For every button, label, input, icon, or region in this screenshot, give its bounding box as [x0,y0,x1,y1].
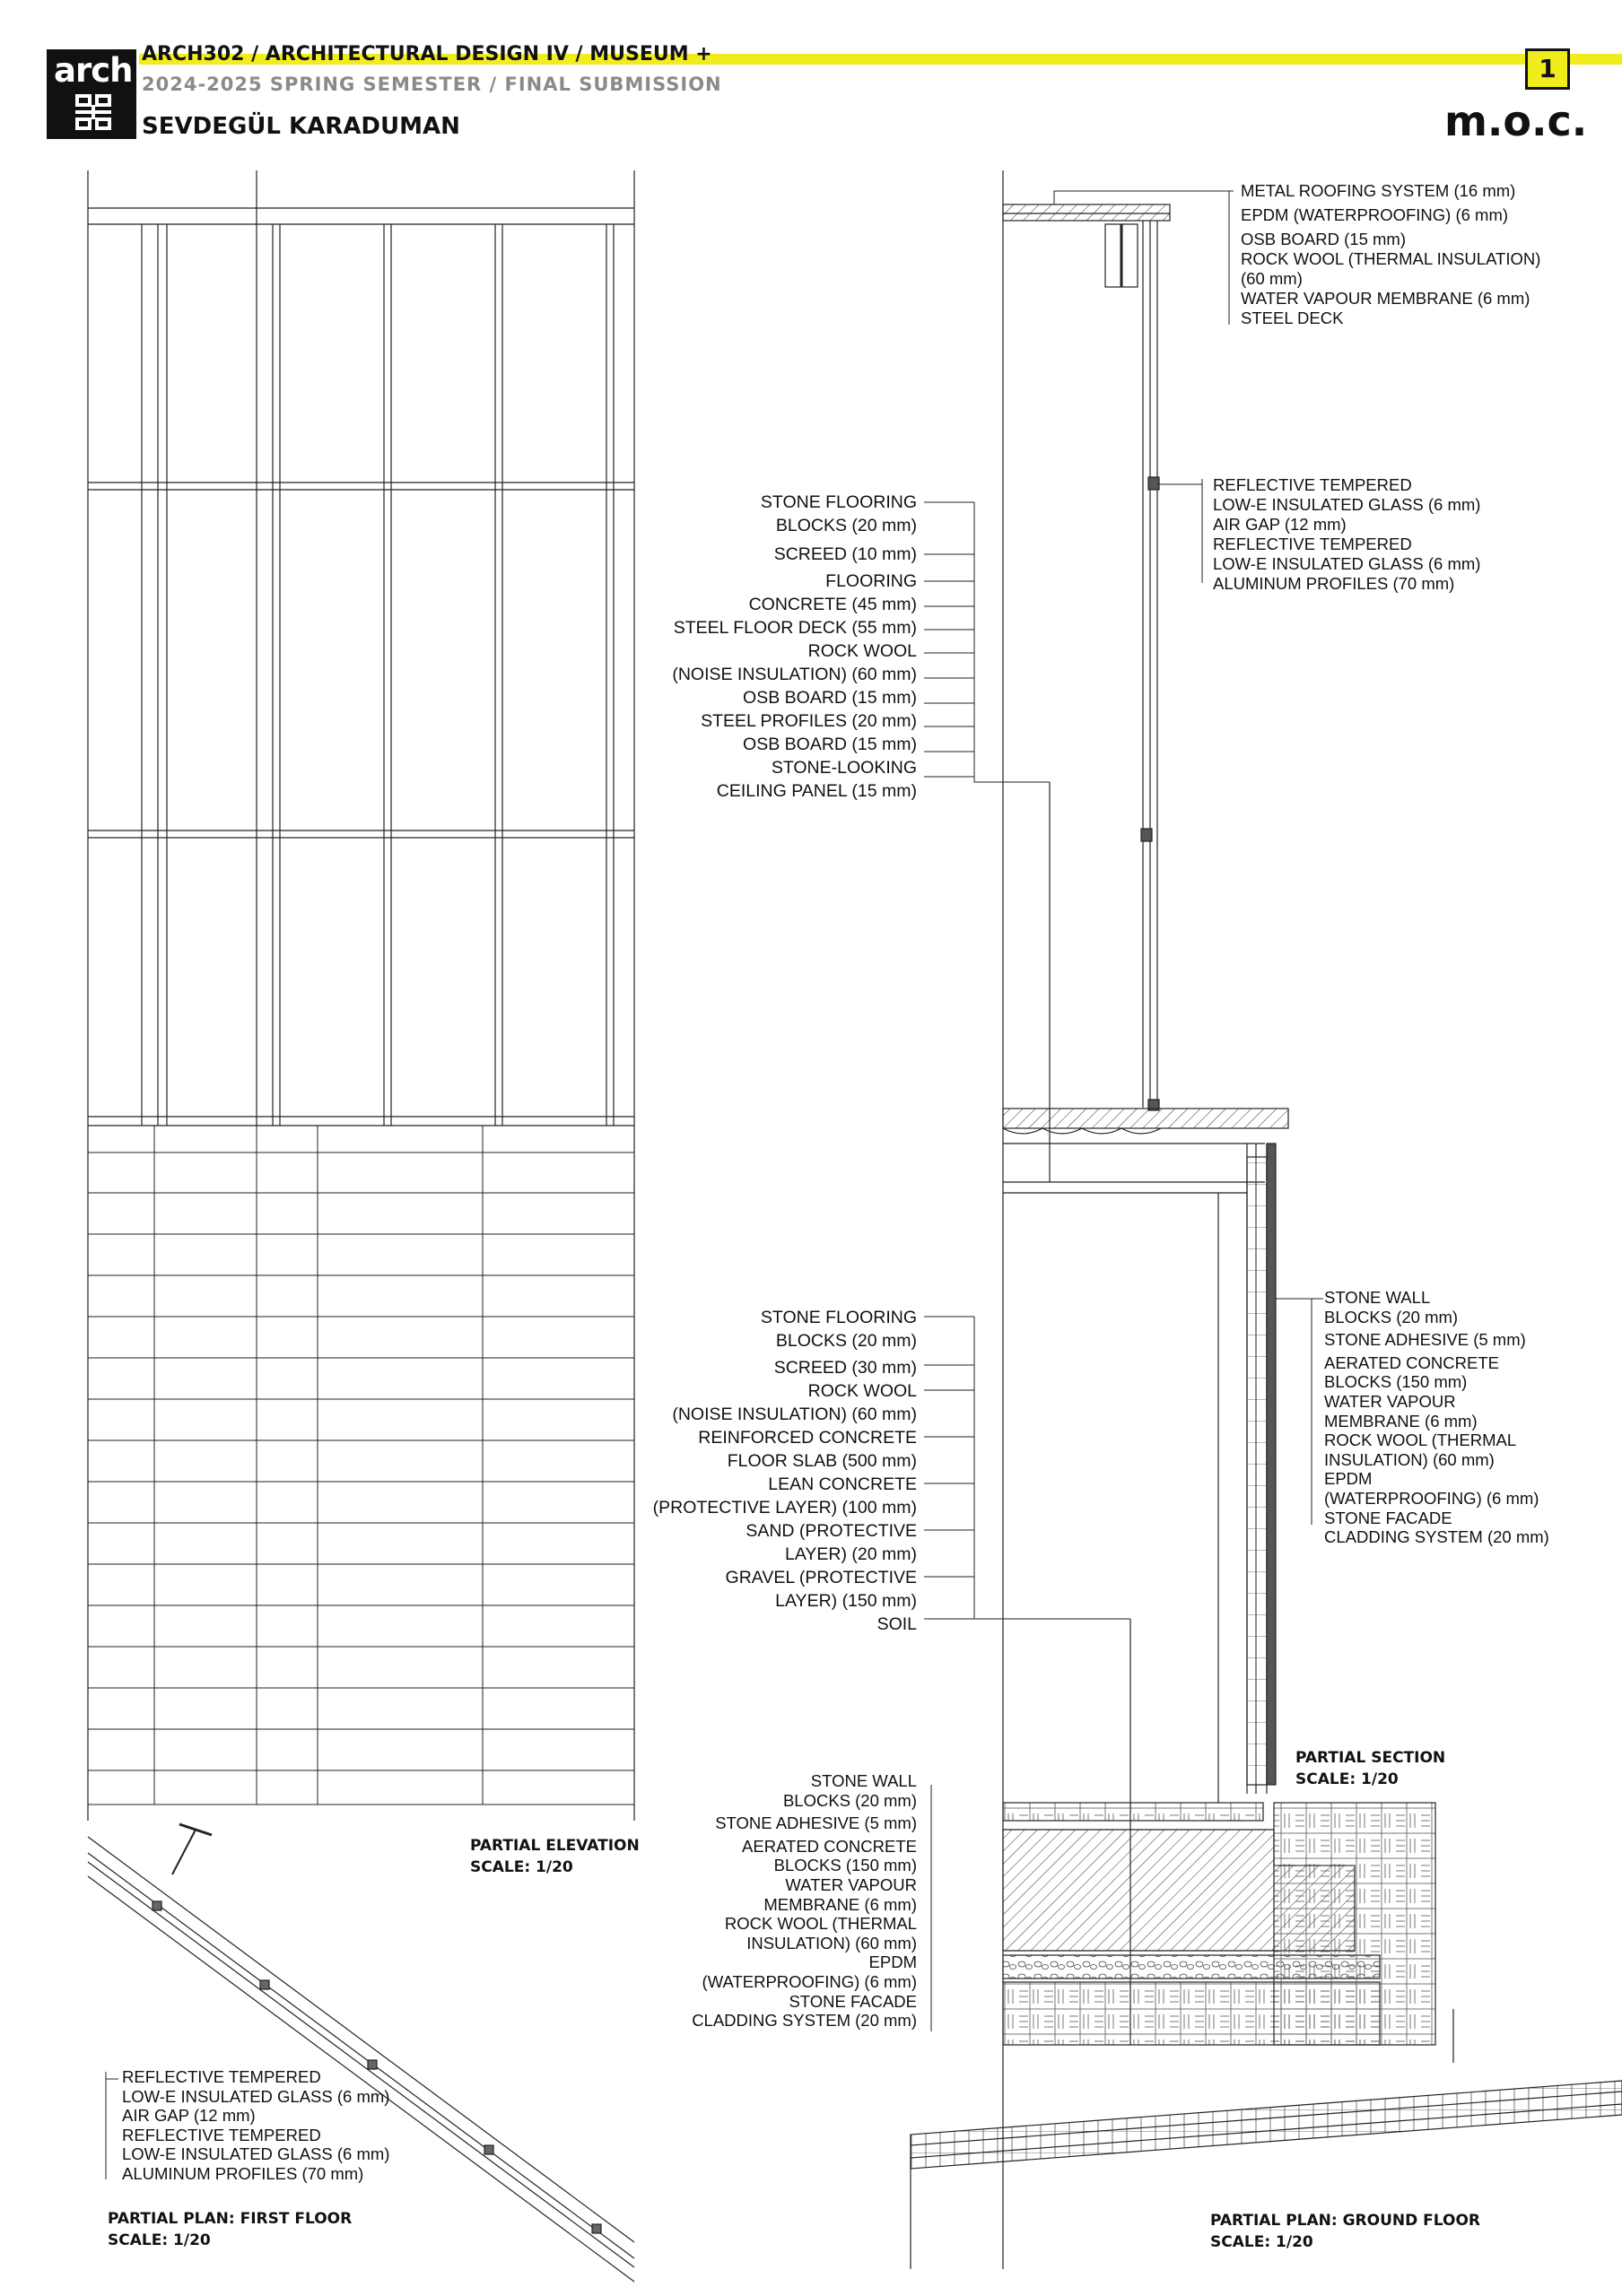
first-floor-label: (NOISE INSULATION) (60 mm) [672,665,917,684]
wall-plan-label: CLADDING SYSTEM (20 mm) [692,2011,917,2031]
course-title: ARCH302 / ARCHITECTURAL DESIGN IV / MUSEUM + [142,43,712,65]
first-floor-label: STONE FLOORING [760,492,917,512]
ground-floor-label: BLOCKS (20 mm) [775,1331,917,1351]
wall-section-label: MEMBRANE (6 mm) [1324,1411,1478,1431]
caption-scale: SCALE: 1/20 [1210,2233,1313,2251]
roof-label: WATER VAPOUR MEMBRANE (6 mm) [1241,289,1530,308]
ground-floor-label: STONE FLOORING [760,1308,917,1327]
glazing-label-group [1213,475,1480,594]
ground-floor-label: LAYER) (20 mm) [785,1544,917,1564]
ground-floor-label: (NOISE INSULATION) (60 mm) [672,1405,917,1424]
logo-text: arch [54,51,133,90]
wall-section-label: INSULATION) (60 mm) [1324,1449,1495,1469]
plan-glazing-label: ALUMINUM PROFILES (70 mm) [122,2163,364,2183]
caption-partial-elevation [470,1835,640,1878]
first-floor-label: OSB BOARD (15 mm) [743,735,917,754]
ground-floor-label: LEAN CONCRETE [768,1474,917,1494]
first-floor-label: BLOCKS (20 mm) [775,516,917,535]
semester-subtitle: 2024-2025 SPRING SEMESTER / FINAL SUBMISSION [142,74,722,95]
wall-section-label: STONE FACADE [1324,1508,1452,1527]
wall-section-label: EPDM [1324,1469,1373,1489]
wall-section-label: BLOCKS (150 mm) [1324,1372,1468,1392]
first-floor-label: CONCRETE (45 mm) [748,595,917,614]
wall-plan-label: BLOCKS (150 mm) [773,1856,917,1875]
wall-plan-label: STONE FACADE [789,1991,917,2011]
caption-title: PARTIAL PLAN: GROUND FLOOR [1210,2212,1480,2230]
glazing-label: REFLECTIVE TEMPERED [1213,535,1412,553]
caption-plan-first-floor [108,2208,352,2251]
roof-label: STEEL DECK [1241,309,1344,327]
first-floor-label: FLOORING [825,571,917,591]
wall-plan-label: EPDM [868,1952,917,1972]
roof-label: ROCK WOOL (THERMAL INSULATION) [1241,249,1541,268]
caption-plan-ground-floor [1210,2210,1480,2253]
wall-section-label-group [1324,1288,1549,1547]
roof-label-group [1241,181,1540,328]
first-floor-label: OSB BOARD (15 mm) [743,688,917,708]
wall-plan-label: STONE ADHESIVE (5 mm) [715,1813,917,1833]
caption-scale: SCALE: 1/20 [1295,1770,1399,1788]
caption-scale: SCALE: 1/20 [108,2231,211,2249]
wall-plan-label: (WATERPROOFING) (6 mm) [702,1971,917,1991]
plan-glazing-label-group [122,2067,389,2184]
ground-floor-label-group [628,1306,917,1636]
caption-title: PARTIAL PLAN: FIRST FLOOR [108,2210,353,2228]
wall-section-label: BLOCKS (20 mm) [1324,1307,1459,1326]
ground-floor-label: SOIL [876,1614,917,1634]
caption-title: PARTIAL ELEVATION [470,1837,640,1855]
caption-scale: SCALE: 1/20 [470,1858,573,1876]
glazing-label: LOW-E INSULATED GLASS (6 mm) [1213,495,1481,514]
project-code: m.o.c. [1444,97,1588,145]
glazing-label: ALUMINUM PROFILES (70 mm) [1213,574,1455,593]
partial-elevation-drawing [88,170,634,1821]
plan-glazing-label: REFLECTIVE TEMPERED [122,2067,321,2086]
wall-plan-label: WATER VAPOUR [785,1874,917,1894]
wall-plan-label: INSULATION) (60 mm) [746,1933,917,1952]
wall-section-label: WATER VAPOUR [1324,1391,1456,1411]
ground-floor-label: GRAVEL (PROTECTIVE [725,1568,917,1587]
first-floor-label-group [628,491,917,803]
first-floor-label: CEILING PANEL (15 mm) [716,781,917,801]
first-floor-label: SCREED (10 mm) [773,544,917,564]
wall-plan-label-group [628,1771,917,2031]
ground-floor-label: SCREED (30 mm) [773,1358,917,1378]
roof-label: (60 mm) [1241,269,1303,288]
glazing-label: REFLECTIVE TEMPERED [1213,475,1412,494]
ground-floor-label: REINFORCED CONCRETE [698,1428,917,1448]
first-floor-label: STEEL FLOOR DECK (55 mm) [673,618,917,638]
first-floor-label: STONE-LOOKING [771,758,917,778]
ground-floor-label: LAYER) (150 mm) [775,1591,917,1611]
plan-glazing-label: LOW-E INSULATED GLASS (6 mm) [122,2144,390,2164]
ground-floor-label: (PROTECTIVE LAYER) (100 mm) [652,1498,917,1518]
page-number-badge: 1 [1525,48,1570,90]
wall-section-label: (WATERPROOFING) (6 mm) [1324,1488,1539,1508]
wall-section-label: STONE ADHESIVE (5 mm) [1324,1330,1526,1350]
plan-glazing-label: REFLECTIVE TEMPERED [122,2125,321,2144]
wall-plan-label: ROCK WOOL (THERMAL [724,1914,917,1934]
roof-label: OSB BOARD (15 mm) [1241,230,1406,248]
first-floor-label: STEEL PROFILES (20 mm) [701,711,917,731]
ground-floor-label: ROCK WOOL [807,1381,917,1401]
roof-label: METAL ROOFING SYSTEM (16 mm) [1241,181,1516,200]
author-name: SEVDEGÜL KARADUMAN [142,113,460,140]
glazing-label: LOW-E INSULATED GLASS (6 mm) [1213,554,1481,573]
wall-plan-label: MEMBRANE (6 mm) [763,1894,917,1914]
wall-section-label: CLADDING SYSTEM (20 mm) [1324,1527,1549,1547]
wall-section-label: ROCK WOOL (THERMAL [1324,1431,1517,1450]
wall-plan-label: BLOCKS (20 mm) [782,1790,917,1810]
roof-label: EPDM (WATERPROOFING) (6 mm) [1241,205,1509,224]
ground-floor-label: FLOOR SLAB (500 mm) [727,1451,917,1471]
plan-glazing-label: AIR GAP (12 mm) [122,2106,256,2126]
ground-floor-label: SAND (PROTECTIVE [746,1521,917,1541]
glazing-label: AIR GAP (12 mm) [1213,515,1347,534]
plan-glazing-label: LOW-E INSULATED GLASS (6 mm) [122,2086,390,2106]
wall-plan-label: STONE WALL [810,1771,917,1790]
wall-section-label: STONE WALL [1324,1288,1431,1307]
wall-section-label: AERATED CONCRETE [1324,1352,1499,1372]
caption-partial-section [1295,1747,1445,1790]
wall-plan-label: AERATED CONCRETE [742,1836,917,1856]
caption-title: PARTIAL SECTION [1295,1749,1446,1767]
first-floor-label: ROCK WOOL [807,641,917,661]
